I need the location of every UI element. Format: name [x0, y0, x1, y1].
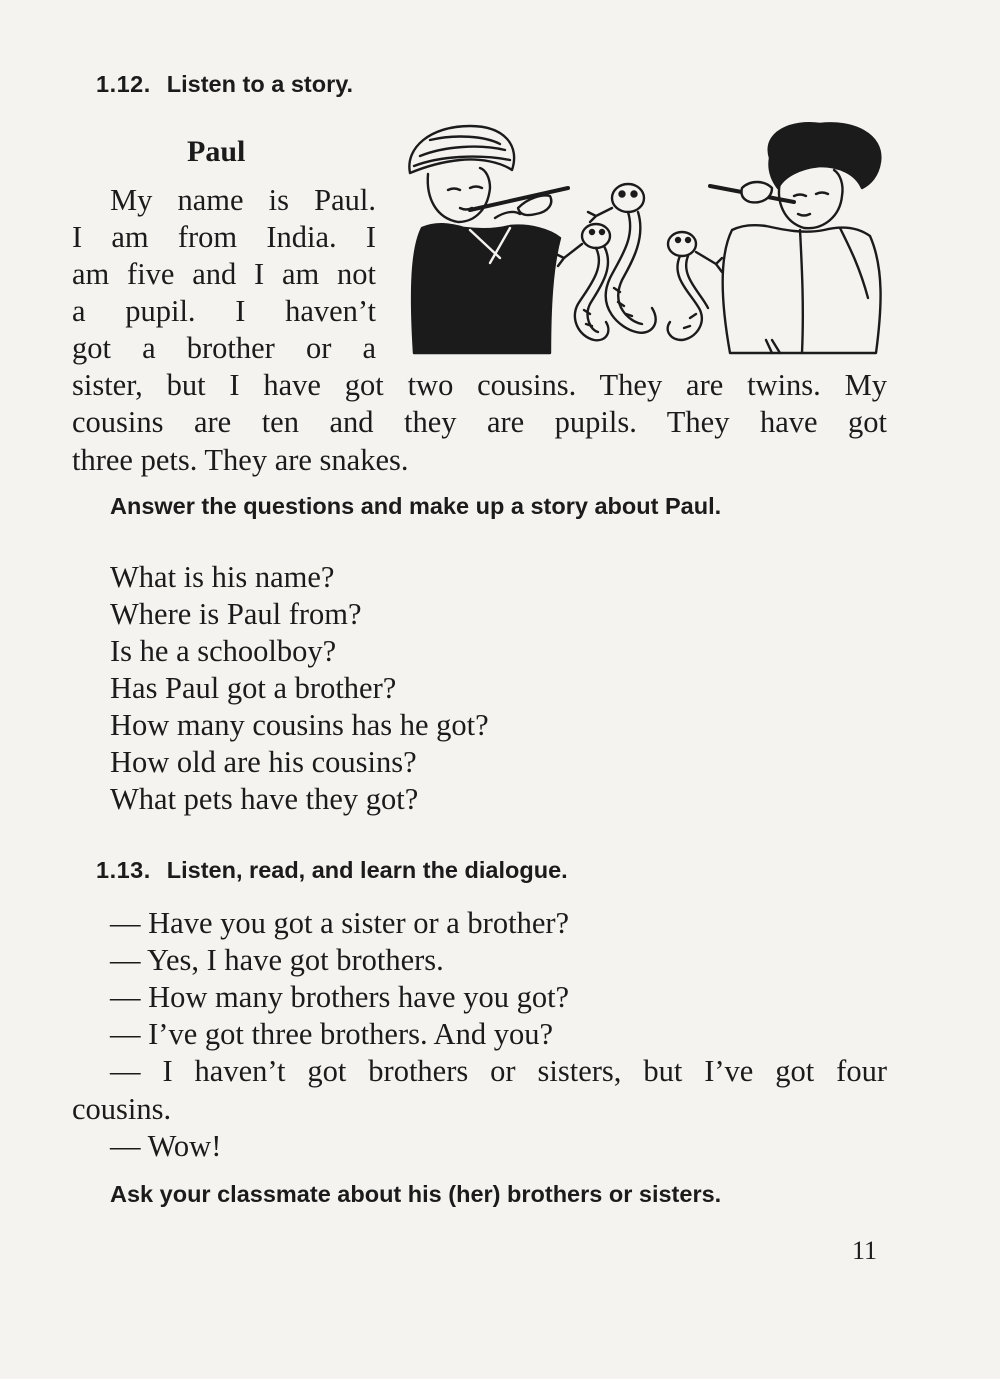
- story-line: sister, but I have got two cousins. They are twins. My: [72, 368, 887, 402]
- exercise-1-12-heading: [96, 71, 353, 98]
- dialogue-line: — How many brothers have you got?: [110, 980, 570, 1014]
- story-line: got a brother or a: [72, 331, 376, 365]
- snake-charmers-illustration: [400, 118, 890, 358]
- dialogue-line: — I haven’t got brothers or sisters, but I’ve got four: [110, 1054, 887, 1088]
- story-line: a pupil. I haven’t: [72, 294, 376, 328]
- exercise-heading-text: Listen to a story.: [166, 71, 354, 97]
- question-item: How old are his cousins?: [110, 745, 417, 779]
- dialogue-line-wrapped: [72, 1053, 887, 1128]
- right-charmer-figure: [710, 123, 881, 353]
- question-item: What pets have they got?: [110, 782, 419, 816]
- dialogue-line: — Yes, I have got brothers.: [110, 943, 444, 977]
- exercise-heading-text: Listen, read, and learn the dialogue.: [166, 857, 568, 883]
- story-line: am five and I am not: [72, 257, 376, 291]
- question-item: Where is Paul from?: [110, 597, 362, 631]
- story-line: cousins are ten and they are pupils. They have got: [72, 405, 887, 439]
- question-item: What is his name?: [110, 560, 335, 594]
- question-item: Is he a schoolboy?: [110, 634, 337, 668]
- story-line: My name is Paul.: [110, 183, 376, 217]
- exercise-1-13-instruction: Ask your classmate about his (her) brothers or sisters.: [110, 1181, 722, 1207]
- story-line: three pets. They are snakes.: [72, 443, 409, 477]
- dialogue-line: — Have you got a sister or a brother?: [110, 906, 570, 940]
- dialogue-line: — I’ve got three brothers. And you?: [110, 1017, 553, 1051]
- dialogue-line: cousins.: [72, 1091, 172, 1126]
- exercise-1-12-instruction: Answer the questions and make up a story about Paul.: [110, 493, 722, 519]
- page-number: 11: [852, 1236, 878, 1265]
- left-charmer-figure: [409, 126, 568, 353]
- question-item: How many cousins has he got?: [110, 708, 489, 742]
- story-line: I am from India. I: [72, 220, 376, 254]
- exercise-number: 1.13.: [96, 857, 151, 883]
- dialogue-line: — Wow!: [110, 1129, 222, 1163]
- story-title: Paul: [187, 135, 246, 168]
- exercise-number: 1.12.: [96, 71, 151, 97]
- question-item: Has Paul got a brother?: [110, 671, 397, 705]
- snakes-figure: [556, 184, 722, 340]
- exercise-1-13-heading: [96, 857, 568, 884]
